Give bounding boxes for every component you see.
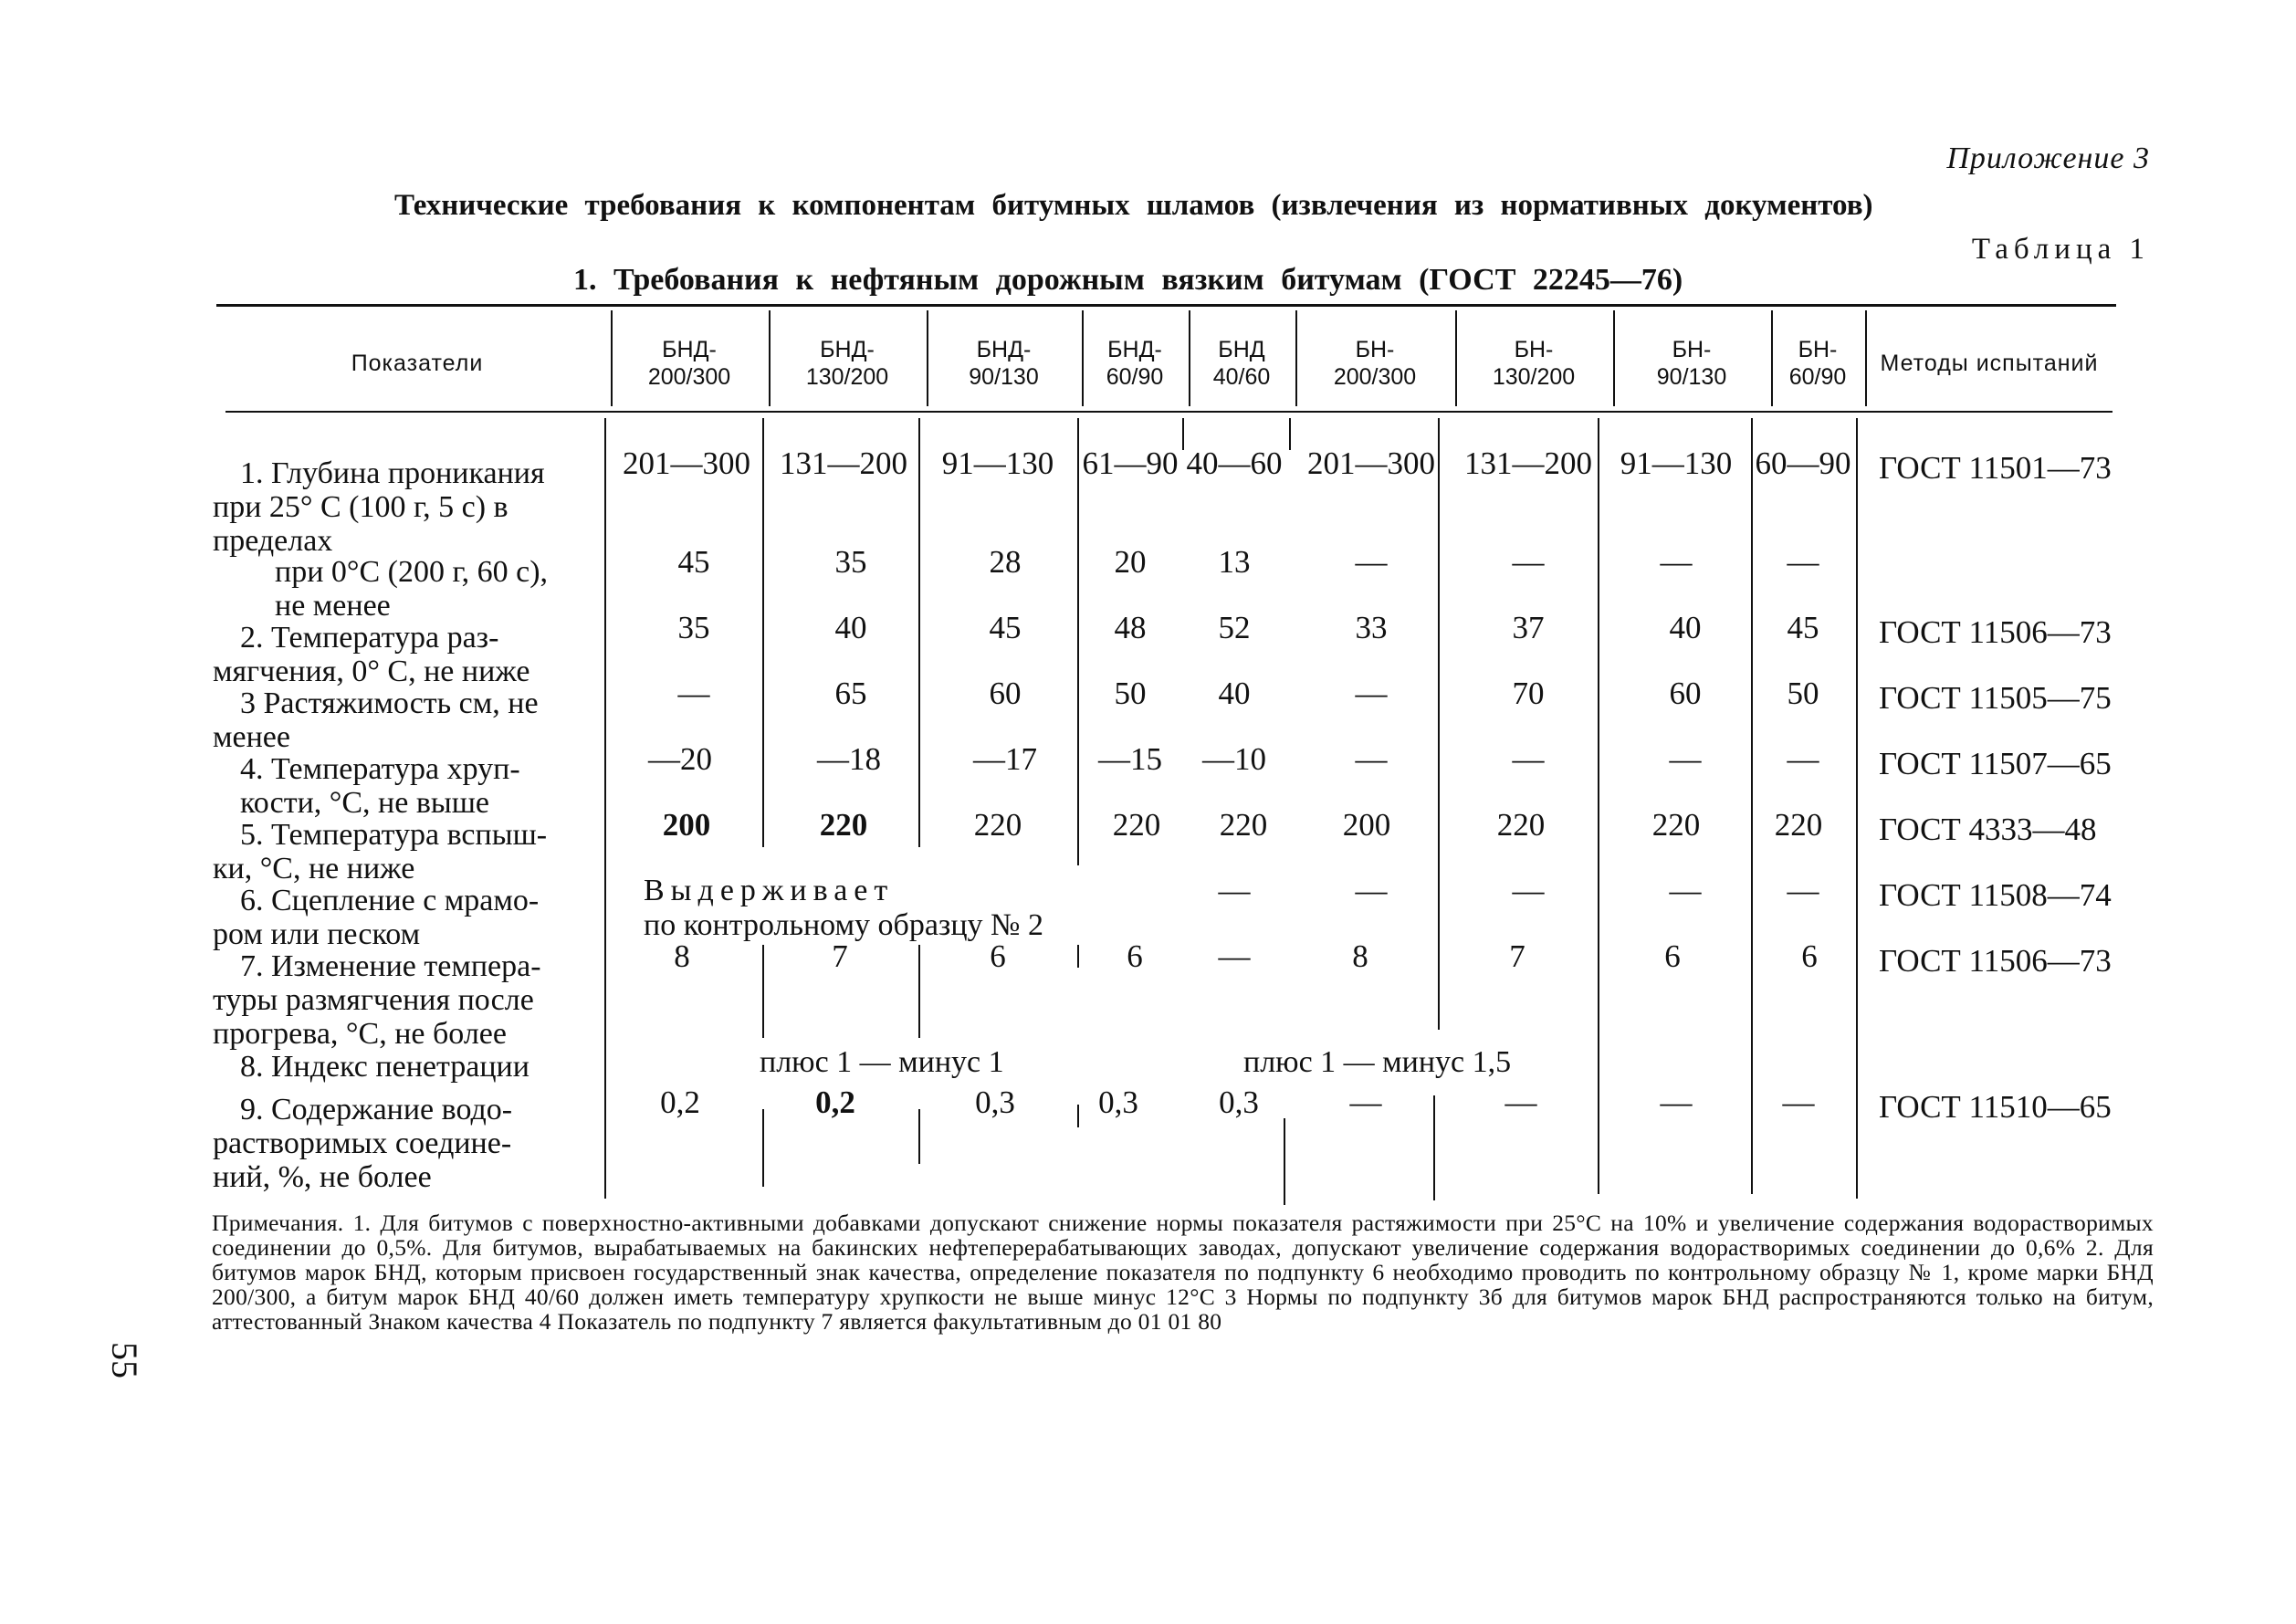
cell-value: 45 [989, 610, 1022, 645]
body-divider [1077, 945, 1079, 968]
page-number: 55 [104, 1342, 145, 1378]
cell-value: — [1669, 741, 1702, 777]
cell-value: — [1782, 1084, 1815, 1120]
header-divider [1865, 310, 1867, 406]
cell-value: 0,3 [975, 1084, 1015, 1120]
body-divider [1598, 418, 1599, 1194]
cell-value: — [1512, 544, 1545, 580]
indicator-brittleness-temp: 4. Температура хруп- кости, °С, не выше [240, 752, 520, 820]
cell-value: — [1504, 1084, 1537, 1120]
cell-value: —15 [1098, 741, 1162, 777]
header-divider [1189, 310, 1190, 406]
body-divider [918, 1109, 920, 1164]
cell-value: 220 [973, 807, 1022, 843]
body-divider [1077, 1105, 1079, 1127]
cell-value: 131—200 [1464, 445, 1592, 481]
cell-value: 220 [1774, 807, 1823, 843]
col-header-bnd-200-300: БНД- 200/300 [647, 337, 731, 390]
col-header-methods: Методы испытаний [1880, 351, 2099, 376]
body-divider [604, 418, 606, 1199]
cell-value: 60—90 [1755, 445, 1851, 481]
cell-value: 6 [990, 938, 1006, 974]
body-divider [918, 945, 920, 1038]
method-cell: ГОСТ 11508—74 [1879, 877, 2112, 913]
cell-value: 7 [832, 938, 848, 974]
body-divider [1077, 418, 1079, 865]
cell-value: 91—130 [941, 445, 1054, 481]
body-divider [1182, 418, 1184, 450]
cell-value: — [1218, 873, 1251, 908]
col-header-bn-90-130: БН- 90/130 [1656, 337, 1727, 390]
cell-value: — [677, 676, 710, 711]
cell-value: 28 [989, 544, 1022, 580]
cell-value: — [1355, 676, 1388, 711]
indicator-water-soluble: 9. Содержание водо- растворимых соедине- ний, %, не более [213, 1093, 513, 1194]
cell-value: 37 [1512, 610, 1545, 645]
cell-value: 220 [1219, 807, 1268, 843]
cell-value: 8 [1352, 938, 1368, 974]
header-divider [1295, 310, 1297, 406]
cell-value: 40—60 [1186, 445, 1283, 481]
penetration-index-bn: плюс 1 — минус 1,5 [1243, 1045, 1512, 1079]
cell-value: 52 [1218, 610, 1251, 645]
body-divider [918, 418, 920, 847]
cell-value: — [1355, 544, 1388, 580]
body-divider [1438, 418, 1440, 1030]
cell-value: 35 [677, 610, 710, 645]
body-divider [762, 945, 764, 1038]
cell-value: 220 [1651, 807, 1701, 843]
cell-value: 6 [1664, 938, 1681, 974]
cell-value: 45 [677, 544, 710, 580]
header-divider [769, 310, 771, 406]
cell-value: 131—200 [780, 445, 907, 481]
cell-value: 40 [1669, 610, 1702, 645]
cell-value: 201—300 [623, 445, 750, 481]
cell-value: — [1512, 741, 1545, 777]
col-header-bn-130-200: БН- 130/200 [1492, 337, 1576, 390]
cell-value: — [1349, 1084, 1382, 1120]
cell-value: 60 [1669, 676, 1702, 711]
appendix-label: Приложение 3 [1946, 141, 2150, 175]
cell-value: 65 [834, 676, 867, 711]
cell-value: 6 [1127, 938, 1143, 974]
cell-value: — [1512, 873, 1545, 908]
header-divider [611, 310, 613, 406]
adhesion-span-text: Выдерживает [644, 874, 895, 907]
indicator-penetration-25: 1. Глубина проникания при 25° С (100 г, 5 с) в пределах [213, 456, 545, 558]
cell-value: — [1355, 873, 1388, 908]
indicator-adhesion: 6. Сцепление с мрамо- ром или песком [213, 884, 540, 951]
cell-value: 0,3 [1098, 1084, 1138, 1120]
col-header-bn-200-300: БН- 200/300 [1333, 337, 1417, 390]
method-cell: ГОСТ 4333—48 [1879, 812, 2097, 847]
cell-value: 40 [834, 610, 867, 645]
indicator-ductility: 3 Растяжимость см, не менее [213, 686, 539, 754]
cell-value: 60 [989, 676, 1022, 711]
table-top-rule [216, 304, 2116, 307]
col-header-indicators: Показатели [351, 351, 484, 376]
document-title: Технические требования к компонентам битумных шламов (извлечения из нормативных документов) [394, 189, 1873, 222]
cell-value: 0,3 [1219, 1084, 1259, 1120]
table-label: Таблица 1 [1971, 233, 2150, 266]
indicator-penetration-index: 8. Индекс пенетрации [240, 1050, 529, 1084]
cell-value: 50 [1114, 676, 1147, 711]
body-divider [1284, 1118, 1285, 1205]
cell-value: — [1787, 544, 1819, 580]
col-header-bnd-90-130: БНД- 90/130 [969, 337, 1039, 390]
header-divider [1771, 310, 1773, 406]
cell-value: — [1669, 873, 1702, 908]
col-header-bnd-60-90: БНД- 60/90 [1106, 337, 1164, 390]
cell-value: 200 [662, 807, 711, 843]
body-divider [762, 418, 764, 847]
cell-value: — [1660, 1084, 1693, 1120]
cell-value: 200 [1342, 807, 1391, 843]
method-cell: ГОСТ 11505—75 [1879, 680, 2112, 716]
method-cell: ГОСТ 11501—73 [1879, 450, 2112, 486]
cell-value: —17 [973, 741, 1037, 777]
penetration-index-bnd: плюс 1 — минус 1 [760, 1045, 1004, 1079]
header-divider [1455, 310, 1457, 406]
table-notes: Примечания. 1. Для битумов с поверхностно-активными добавками допускают снижение нормы показателя растяжимости при 25°С на 10% и увеличение содержания водорастворимых соединении до 0,5%. Для битумов, вырабатываемых на бакинских нефтеперерабатывающих заводах, допускают увеличение содержания водорастворимых соединении до 0,6% 2. Для битумов марок БНД, которым присвоен государственный знак качества, определение показателя по подпункту 6 необходимо проводить по контрольному образцу № 1, кроме марки БНД 200/300, а битум марок БНД 40/60 должен иметь температуру хрупкости не выше минус 12°С 3 Нормы по подпункту 3б для битумов марок БНД распространяются только на битум, аттестованный Знаком качества 4 Показатель по подпункту 7 является факультативным до 01 01 80 [212, 1210, 2154, 1335]
method-cell: ГОСТ 11506—73 [1879, 614, 2112, 650]
method-cell: ГОСТ 11510—65 [1879, 1089, 2112, 1125]
cell-value: — [1355, 741, 1388, 777]
cell-value: 20 [1114, 544, 1147, 580]
table-header-rule [225, 411, 2113, 413]
header-divider [1082, 310, 1084, 406]
col-header-bnd-40-60: БНД 40/60 [1212, 337, 1271, 390]
cell-value: 35 [834, 544, 867, 580]
cell-value: —20 [648, 741, 712, 777]
col-header-bn-60-90: БН- 60/90 [1788, 337, 1847, 390]
indicator-softening-temp: 2. Температура раз- мягчения, 0° С, не ниже [213, 621, 530, 688]
table-title: 1. Требования к нефтяным дорожным вязким битумам (ГОСТ 22245—76) [573, 263, 1683, 297]
col-header-bnd-130-200: БНД- 130/200 [805, 337, 889, 390]
cell-value: — [1787, 873, 1819, 908]
cell-value: 13 [1218, 544, 1251, 580]
cell-value: 7 [1509, 938, 1525, 974]
body-divider [1433, 1095, 1435, 1200]
cell-value: 50 [1787, 676, 1819, 711]
adhesion-span-sample: по контрольному образцу № 2 [644, 908, 1043, 942]
header-divider [1613, 310, 1615, 406]
cell-value: 33 [1355, 610, 1388, 645]
cell-value: 0,2 [660, 1084, 700, 1120]
body-divider [1751, 418, 1753, 1194]
cell-value: 0,2 [815, 1084, 855, 1120]
cell-value: —18 [817, 741, 881, 777]
cell-value: — [1660, 544, 1693, 580]
cell-value: —10 [1202, 741, 1266, 777]
indicator-flash-point: 5. Температура вспыш- ки, °С, не ниже [213, 818, 548, 885]
indicator-softening-change: 7. Изменение темпера- туры размягчения после прогрева, °С, не более [213, 949, 541, 1051]
cell-value: 40 [1218, 676, 1251, 711]
cell-value: 70 [1512, 676, 1545, 711]
method-cell: ГОСТ 11507—65 [1879, 746, 2112, 781]
cell-value: 48 [1114, 610, 1147, 645]
cell-value: 61—90 [1082, 445, 1179, 481]
cell-value: 220 [1496, 807, 1546, 843]
cell-value: 220 [1112, 807, 1161, 843]
header-divider [927, 310, 928, 406]
cell-value: 91—130 [1620, 445, 1733, 481]
cell-value: — [1787, 741, 1819, 777]
cell-value: 220 [819, 807, 868, 843]
cell-value: 8 [674, 938, 690, 974]
cell-value: — [1218, 938, 1251, 974]
cell-value: 201—300 [1307, 445, 1435, 481]
body-divider [762, 1109, 764, 1187]
method-cell: ГОСТ 11506—73 [1879, 943, 2112, 979]
cell-value: 6 [1801, 938, 1818, 974]
body-divider [1856, 418, 1858, 1199]
cell-value: 45 [1787, 610, 1819, 645]
body-divider [1289, 418, 1291, 450]
indicator-penetration-0: при 0°С (200 г, 60 с), не менее [275, 555, 549, 623]
